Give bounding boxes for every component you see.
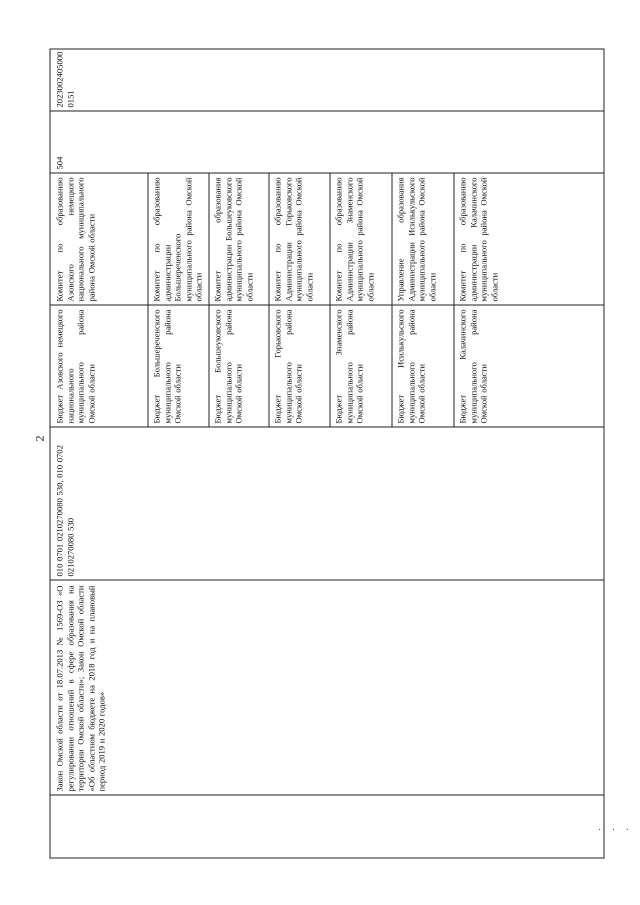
law-reference: Закон Омской области от 18.07.2013 № 1569-ОЗ «О регулировании отношений в сфере образования на территории Омской области»; Закон Омской области «Об областном бюджете на 2018 год и на плановый период 2019 и 2020 годов» bbox=[54, 585, 107, 792]
body-cell: Комитет образования администрации Большеуковского муниципального района Омской области bbox=[212, 177, 254, 302]
body-cell: Комитет по образованию Азовского немецкого национального муниципального района Омской области bbox=[54, 177, 96, 302]
page-number: 2 bbox=[32, 435, 47, 442]
budget-cell: Бюджет Азовского немецкого национального муниципального района Омской области bbox=[54, 309, 96, 424]
budget-cell: Бюджет Знаменского муниципального района Омской области bbox=[333, 309, 365, 424]
body-cell: Комитет по образованию администрации Большереченского муниципального района Омской области bbox=[151, 177, 204, 302]
budget-cell: Бюджет Калачинского муниципального района Омской области bbox=[457, 309, 489, 424]
body-cell: Комитет по образованию Администрации Горьковского муниципального района Омской области bbox=[272, 177, 314, 302]
budget-cell: Бюджет Исилькульского муниципального района Омской области bbox=[395, 309, 427, 424]
budget-cell: Бюджет Большереченского муниципального района Омской области bbox=[151, 309, 183, 424]
budget-cell: Бюджет Большеуковского муниципального района Омской области bbox=[212, 309, 244, 424]
body-cell: Комитет по образованию администрации Калачинского муниципального района Омской области bbox=[457, 177, 499, 302]
budget-cell: Бюджет Горьковского муниципального района Омской области bbox=[272, 309, 304, 424]
body-cell: Управление образования Администрации Исилькульского муниципального района Омской области bbox=[395, 177, 437, 302]
grbs-code: 504 bbox=[54, 156, 65, 170]
scan-specks: · · · bbox=[598, 825, 633, 836]
registration-number: 20230024050000151 bbox=[54, 51, 75, 108]
document-table bbox=[50, 49, 605, 859]
body-cell: Комитет по образованию Администрации Знаменского муниципального района Омской области bbox=[333, 177, 375, 302]
budget-classification-codes: 010 0701 0210270080 530, 010 0702 0210270080 530 bbox=[54, 445, 75, 577]
